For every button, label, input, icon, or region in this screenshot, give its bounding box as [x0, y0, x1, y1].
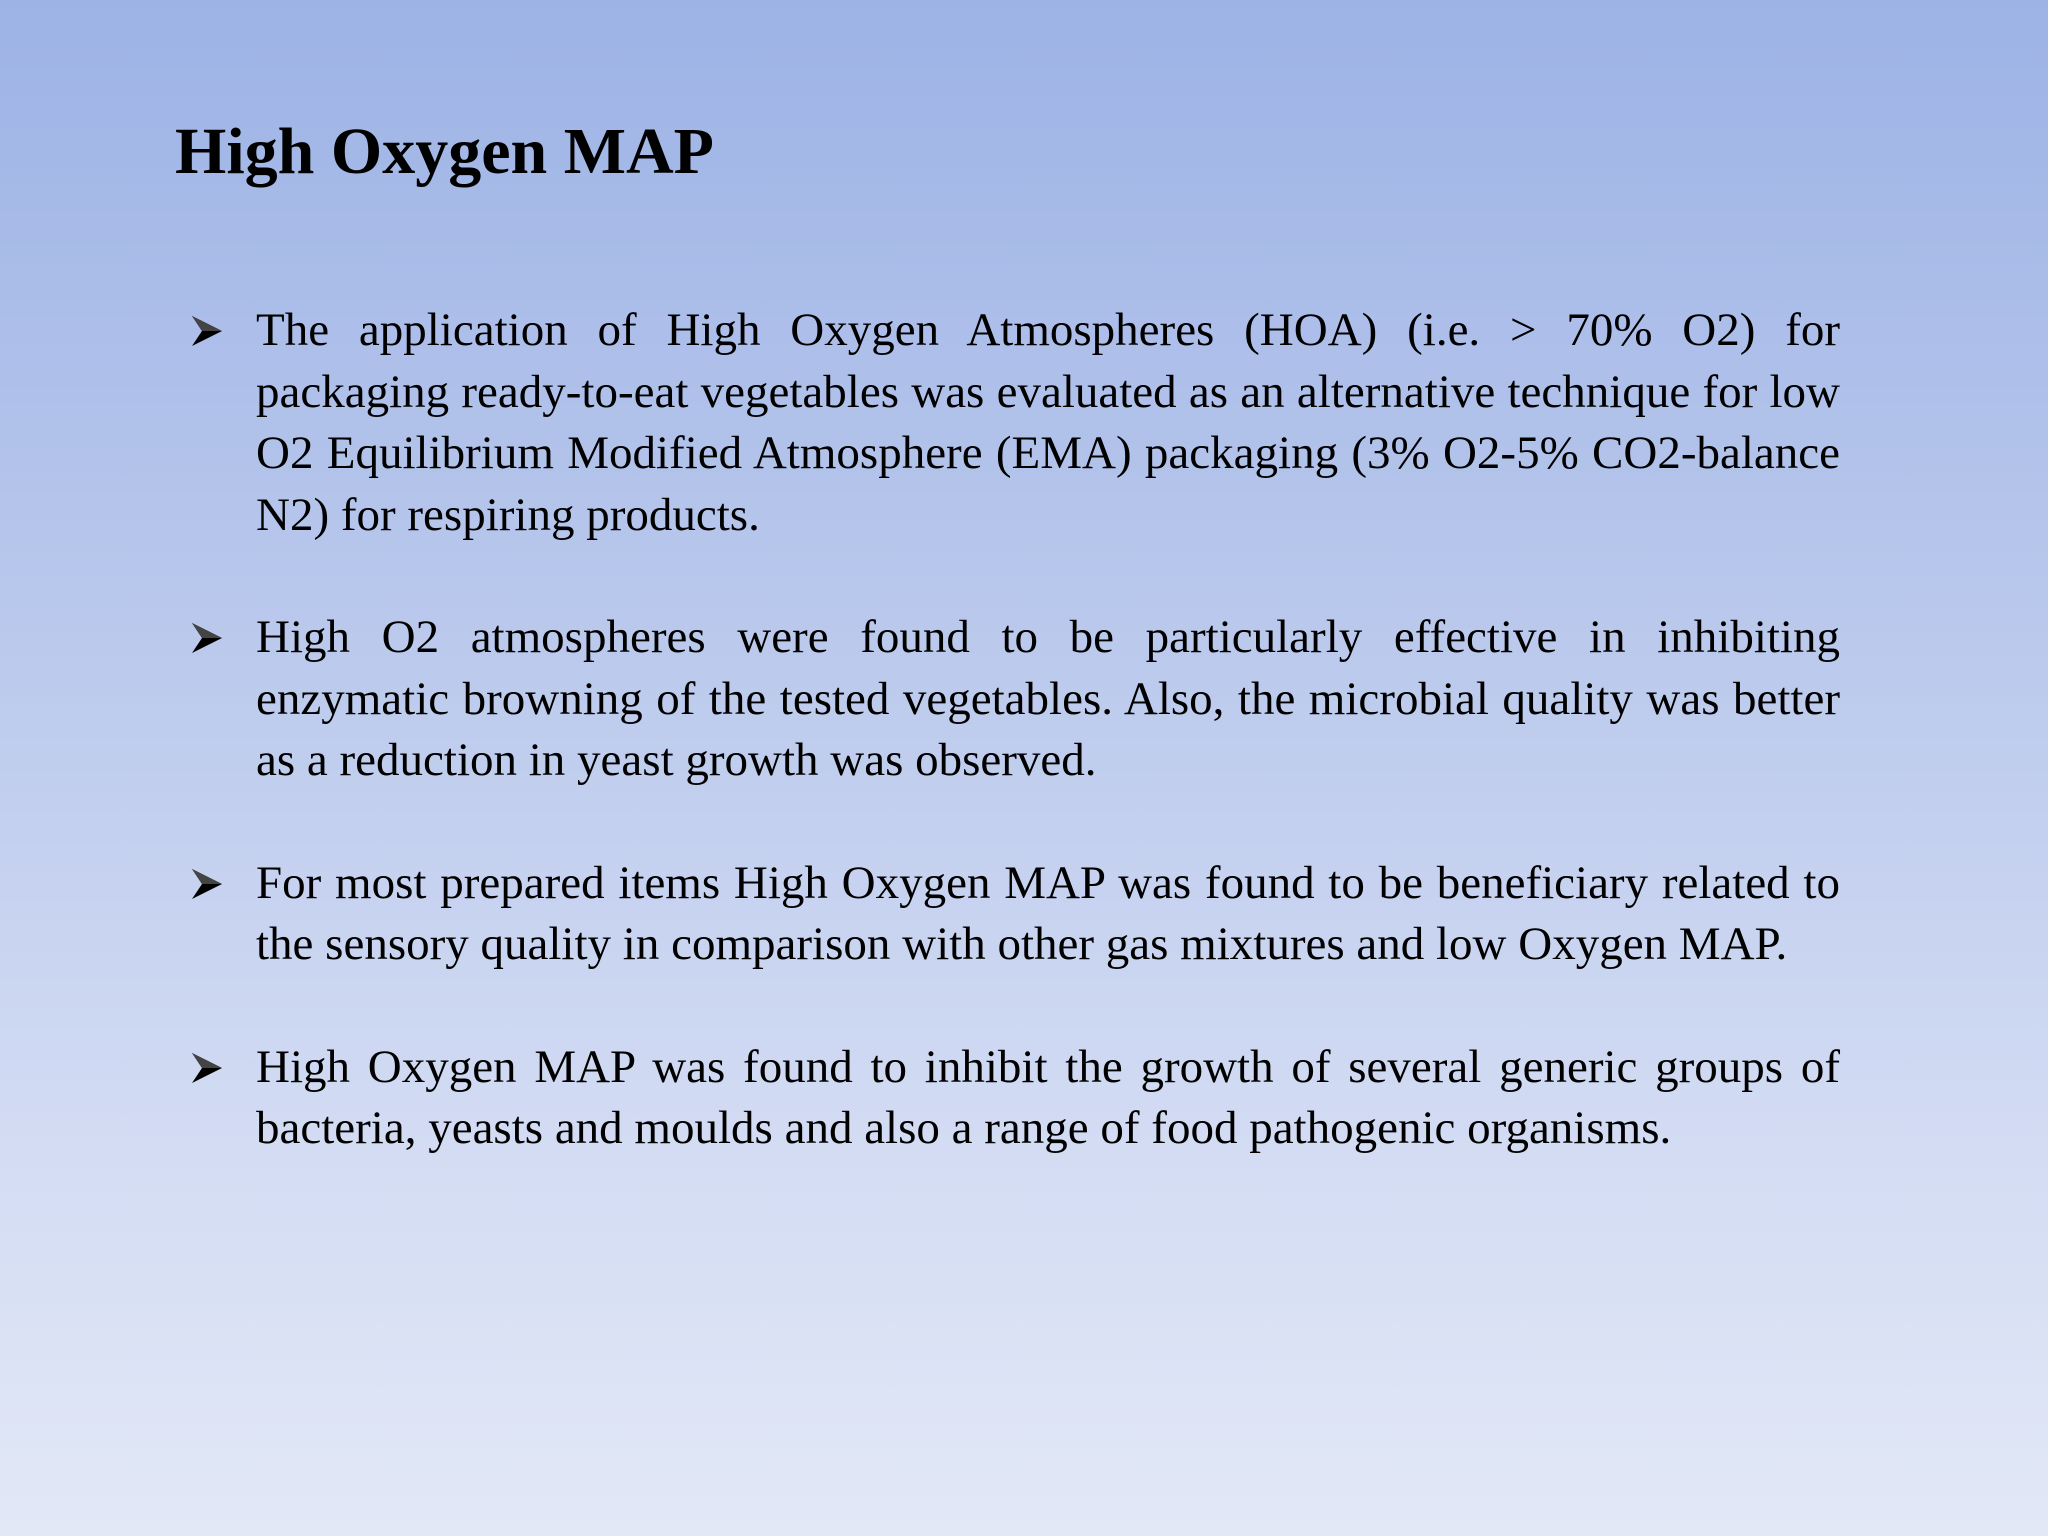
arrowhead-bullet-icon: [190, 1051, 224, 1085]
bullet-text: High O2 atmospheres were found to be particularly effective in inhibiting enzymatic browning of the tested vegetables. Also, the microbial quality was better as a reduction in yeast growth was observed.: [256, 611, 1840, 786]
bullet-text: The application of High Oxygen Atmospheres (HOA) (i.e. > 70% O2) for packaging ready-to-eat vegetables was evaluated as an alternative technique for low O2 Equilibrium Modified Atmosphere (EMA) packaging (3% O2-5% CO2-balance N2) for respiring products.: [256, 304, 1840, 541]
arrowhead-bullet-icon: [190, 621, 224, 655]
bullet-item: [190, 853, 1840, 976]
bullet-item: [190, 300, 1840, 546]
arrowhead-bullet-icon: [190, 867, 224, 901]
arrowhead-bullet-icon: [190, 314, 224, 348]
bullet-list: [190, 300, 1840, 1221]
bullet-text: High Oxygen MAP was found to inhibit the growth of several generic groups of bacteria, yeasts and moulds and also a range of food pathogenic organisms.: [256, 1040, 1840, 1154]
bullet-text: For most prepared items High Oxygen MAP was found to be beneficiary related to the sensory quality in comparison with other gas mixtures and low Oxygen MAP.: [256, 856, 1840, 970]
bullet-item: [190, 607, 1840, 792]
bullet-item: [190, 1037, 1840, 1160]
slide-title: High Oxygen MAP: [175, 115, 714, 188]
